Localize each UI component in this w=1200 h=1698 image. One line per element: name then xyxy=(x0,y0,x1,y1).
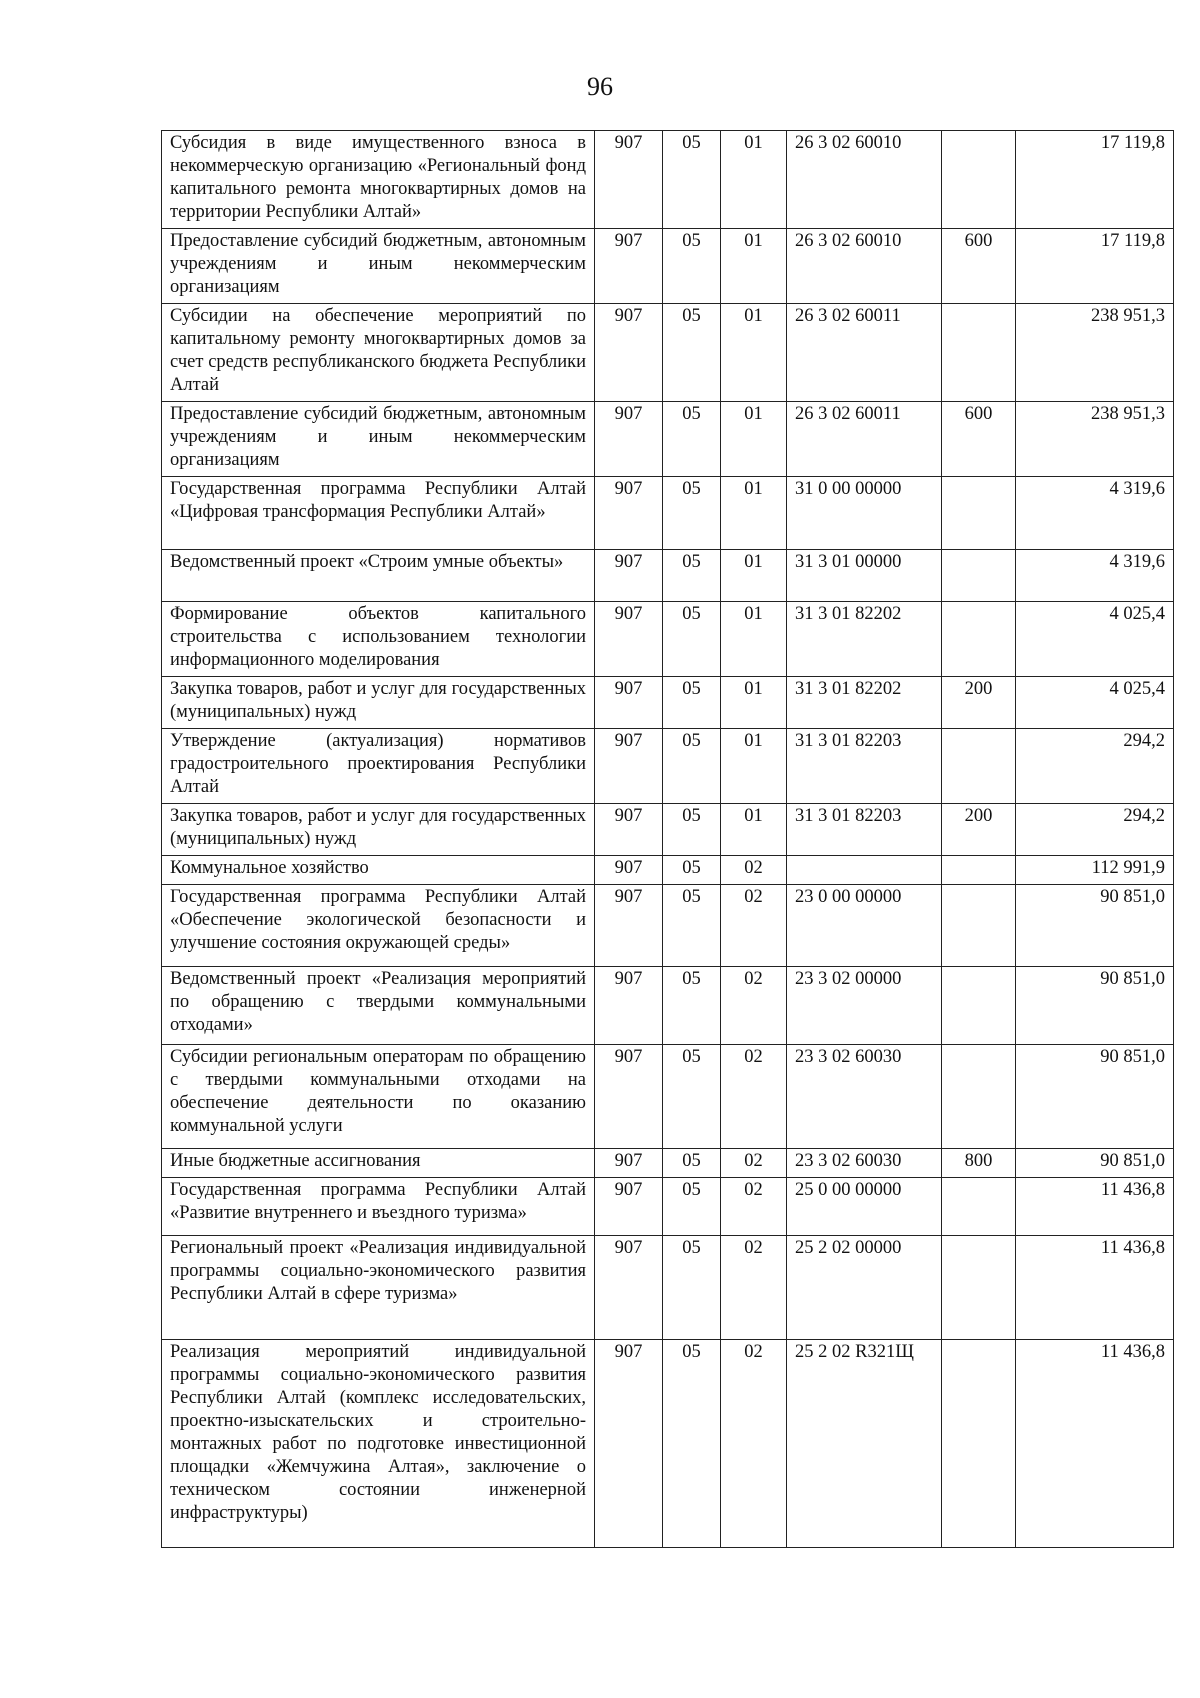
table-row xyxy=(162,1178,1174,1236)
amount: 17 119,8 xyxy=(1016,229,1174,304)
subsection-code: 01 xyxy=(721,677,787,729)
page-number: 96 xyxy=(587,72,613,101)
grbs-code: 907 xyxy=(595,304,663,402)
subsection-code: 02 xyxy=(721,856,787,885)
amount: 4 025,4 xyxy=(1016,677,1174,729)
section-code: 05 xyxy=(663,1149,721,1178)
expense-type-code: 600 xyxy=(942,229,1016,304)
subsection-code: 01 xyxy=(721,477,787,550)
section-code: 05 xyxy=(663,1340,721,1548)
grbs-code: 907 xyxy=(595,131,663,229)
section-code: 05 xyxy=(663,477,721,550)
grbs-code: 907 xyxy=(595,602,663,677)
target-article-code: 23 3 02 00000 xyxy=(787,967,942,1045)
amount: 4 025,4 xyxy=(1016,602,1174,677)
grbs-code: 907 xyxy=(595,477,663,550)
table-row xyxy=(162,729,1174,804)
target-article-code: 26 3 02 60010 xyxy=(787,229,942,304)
expense-type-code xyxy=(942,967,1016,1045)
amount: 294,2 xyxy=(1016,804,1174,856)
grbs-code: 907 xyxy=(595,550,663,602)
subsection-code: 02 xyxy=(721,1236,787,1340)
target-article-code: 25 2 02 00000 xyxy=(787,1236,942,1340)
section-code: 05 xyxy=(663,229,721,304)
expense-type-code xyxy=(942,1236,1016,1340)
table-row xyxy=(162,602,1174,677)
subsection-code: 01 xyxy=(721,402,787,477)
subsection-code: 02 xyxy=(721,1045,787,1149)
section-code: 05 xyxy=(663,402,721,477)
target-article-code: 31 3 01 82202 xyxy=(787,677,942,729)
section-code: 05 xyxy=(663,131,721,229)
expense-name: Предоставление субсидий бюджетным, автономным учреждениям и иным некоммерческим организациям xyxy=(162,229,595,304)
section-code: 05 xyxy=(663,550,721,602)
subsection-code: 02 xyxy=(721,1340,787,1548)
expense-type-code xyxy=(942,1178,1016,1236)
section-code: 05 xyxy=(663,885,721,967)
subsection-code: 01 xyxy=(721,131,787,229)
target-article-code xyxy=(787,856,942,885)
target-article-code: 31 3 01 82203 xyxy=(787,804,942,856)
budget-table xyxy=(161,130,1174,1548)
expense-name: Государственная программа Республики Алтай «Обеспечение экологической безопасности и улучшение состояния окружающей среды» xyxy=(162,885,595,967)
section-code: 05 xyxy=(663,1236,721,1340)
subsection-code: 02 xyxy=(721,1149,787,1178)
section-code: 05 xyxy=(663,804,721,856)
target-article-code: 23 3 02 60030 xyxy=(787,1149,942,1178)
target-article-code: 31 3 01 82203 xyxy=(787,729,942,804)
target-article-code: 23 3 02 60030 xyxy=(787,1045,942,1149)
amount: 11 436,8 xyxy=(1016,1178,1174,1236)
subsection-code: 01 xyxy=(721,729,787,804)
amount: 11 436,8 xyxy=(1016,1236,1174,1340)
amount: 90 851,0 xyxy=(1016,885,1174,967)
section-code: 05 xyxy=(663,1178,721,1236)
expense-type-code xyxy=(942,856,1016,885)
target-article-code: 25 2 02 R321Щ xyxy=(787,1340,942,1548)
expense-type-code xyxy=(942,477,1016,550)
subsection-code: 01 xyxy=(721,229,787,304)
grbs-code: 907 xyxy=(595,1149,663,1178)
expense-type-code: 200 xyxy=(942,804,1016,856)
amount: 238 951,3 xyxy=(1016,402,1174,477)
expense-name: Субсидия в виде имущественного взноса в некоммерческую организацию «Региональный фонд капитального ремонта многоквартирных домов на территории Республики Алтай» xyxy=(162,131,595,229)
table-row xyxy=(162,402,1174,477)
grbs-code: 907 xyxy=(595,1045,663,1149)
expense-name: Реализация мероприятий индивидуальной программы социально-экономического развития Республики Алтай (комплекс исследовательских, проектно-изыскательских и строительно-монтажных работ по подготовке инвестиционной площадки «Жемчужина Алтая», заключение о техническом состоянии инженерной инфраструктуры) xyxy=(162,1340,595,1548)
amount: 294,2 xyxy=(1016,729,1174,804)
expense-name: Предоставление субсидий бюджетным, автономным учреждениям и иным некоммерческим организациям xyxy=(162,402,595,477)
amount: 17 119,8 xyxy=(1016,131,1174,229)
target-article-code: 26 3 02 60011 xyxy=(787,402,942,477)
target-article-code: 31 0 00 00000 xyxy=(787,477,942,550)
section-code: 05 xyxy=(663,677,721,729)
expense-name: Субсидии региональным операторам по обращению с твердыми коммунальными отходами на обеспечение деятельности по оказанию коммунальной услуги xyxy=(162,1045,595,1149)
table-row xyxy=(162,304,1174,402)
expense-type-code: 600 xyxy=(942,402,1016,477)
expense-type-code xyxy=(942,602,1016,677)
expense-name: Государственная программа Республики Алтай «Развитие внутреннего и въездного туризма» xyxy=(162,1178,595,1236)
section-code: 05 xyxy=(663,1045,721,1149)
grbs-code: 907 xyxy=(595,1178,663,1236)
grbs-code: 907 xyxy=(595,729,663,804)
grbs-code: 907 xyxy=(595,967,663,1045)
expense-name: Утверждение (актуализация) нормативов градостроительного проектирования Республики Алтай xyxy=(162,729,595,804)
expense-type-code xyxy=(942,1340,1016,1548)
grbs-code: 907 xyxy=(595,1236,663,1340)
target-article-code: 26 3 02 60010 xyxy=(787,131,942,229)
expense-type-code xyxy=(942,304,1016,402)
target-article-code: 31 3 01 82202 xyxy=(787,602,942,677)
target-article-code: 31 3 01 00000 xyxy=(787,550,942,602)
table-row xyxy=(162,804,1174,856)
grbs-code: 907 xyxy=(595,229,663,304)
expense-name: Закупка товаров, работ и услуг для государственных (муниципальных) нужд xyxy=(162,804,595,856)
table-row xyxy=(162,229,1174,304)
section-code: 05 xyxy=(663,856,721,885)
amount: 112 991,9 xyxy=(1016,856,1174,885)
expense-name: Иные бюджетные ассигнования xyxy=(162,1149,595,1178)
subsection-code: 02 xyxy=(721,967,787,1045)
grbs-code: 907 xyxy=(595,1340,663,1548)
grbs-code: 907 xyxy=(595,885,663,967)
table-row xyxy=(162,856,1174,885)
table-row xyxy=(162,1045,1174,1149)
expense-name: Субсидии на обеспечение мероприятий по капитальному ремонту многоквартирных домов за счет средств республиканского бюджета Республики Алтай xyxy=(162,304,595,402)
section-code: 05 xyxy=(663,729,721,804)
table-row xyxy=(162,550,1174,602)
table-row xyxy=(162,967,1174,1045)
amount: 90 851,0 xyxy=(1016,967,1174,1045)
expense-type-code xyxy=(942,550,1016,602)
section-code: 05 xyxy=(663,967,721,1045)
table-row xyxy=(162,1149,1174,1178)
table-row xyxy=(162,477,1174,550)
amount: 90 851,0 xyxy=(1016,1149,1174,1178)
expense-name: Формирование объектов капитального строительства с использованием технологии информационного моделирования xyxy=(162,602,595,677)
table-row xyxy=(162,885,1174,967)
amount: 238 951,3 xyxy=(1016,304,1174,402)
amount: 90 851,0 xyxy=(1016,1045,1174,1149)
expense-type-code xyxy=(942,885,1016,967)
grbs-code: 907 xyxy=(595,804,663,856)
subsection-code: 01 xyxy=(721,602,787,677)
target-article-code: 26 3 02 60011 xyxy=(787,304,942,402)
amount: 11 436,8 xyxy=(1016,1340,1174,1548)
amount: 4 319,6 xyxy=(1016,477,1174,550)
amount: 4 319,6 xyxy=(1016,550,1174,602)
expense-type-code xyxy=(942,729,1016,804)
grbs-code: 907 xyxy=(595,856,663,885)
expense-name: Ведомственный проект «Строим умные объекты» xyxy=(162,550,595,602)
table-row xyxy=(162,1236,1174,1340)
target-article-code: 23 0 00 00000 xyxy=(787,885,942,967)
subsection-code: 02 xyxy=(721,885,787,967)
expense-type-code xyxy=(942,1045,1016,1149)
table-row xyxy=(162,1340,1174,1548)
target-article-code: 25 0 00 00000 xyxy=(787,1178,942,1236)
grbs-code: 907 xyxy=(595,677,663,729)
expense-name: Государственная программа Республики Алтай «Цифровая трансформация Республики Алтай» xyxy=(162,477,595,550)
subsection-code: 02 xyxy=(721,1178,787,1236)
section-code: 05 xyxy=(663,602,721,677)
expense-type-code: 800 xyxy=(942,1149,1016,1178)
expense-name: Закупка товаров, работ и услуг для государственных (муниципальных) нужд xyxy=(162,677,595,729)
expense-name: Региональный проект «Реализация индивидуальной программы социально-экономического развития Республики Алтай в сфере туризма» xyxy=(162,1236,595,1340)
expense-type-code xyxy=(942,131,1016,229)
grbs-code: 907 xyxy=(595,402,663,477)
subsection-code: 01 xyxy=(721,304,787,402)
expense-type-code: 200 xyxy=(942,677,1016,729)
table-row xyxy=(162,131,1174,229)
section-code: 05 xyxy=(663,304,721,402)
table-row xyxy=(162,677,1174,729)
expense-name: Ведомственный проект «Реализация мероприятий по обращению с твердыми коммунальными отходами» xyxy=(162,967,595,1045)
subsection-code: 01 xyxy=(721,804,787,856)
subsection-code: 01 xyxy=(721,550,787,602)
expense-name: Коммунальное хозяйство xyxy=(162,856,595,885)
